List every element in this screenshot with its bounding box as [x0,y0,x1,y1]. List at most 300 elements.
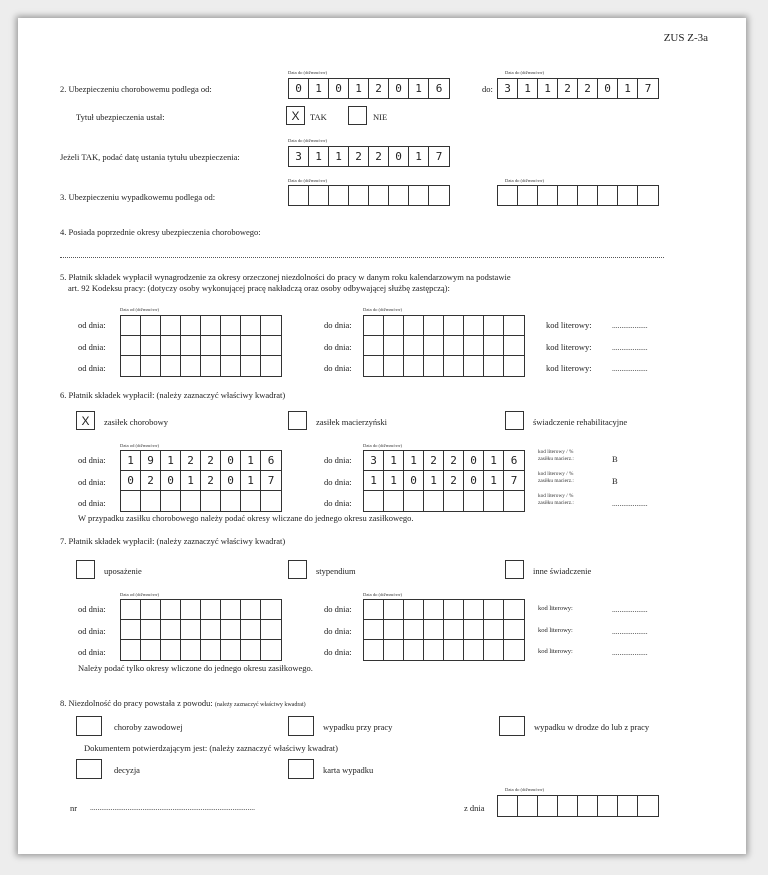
digit[interactable] [444,640,464,660]
kod-dots[interactable]: ................... [612,499,648,508]
s7-od-row [121,620,281,640]
digit[interactable] [484,336,504,355]
digit[interactable]: 0 [389,147,409,166]
digit[interactable] [638,796,658,816]
digit[interactable] [518,796,538,816]
digit[interactable] [384,316,404,335]
digit[interactable] [221,640,241,660]
kod-label: kod literowy / % [538,449,574,455]
digit[interactable]: 1 [241,451,261,470]
digit[interactable] [181,316,201,335]
s5-line1: 5. Płatnik składek wypłacił wynagrodzenie za okresy orzeczonej niezdolności do pracy w danym roku kalendarzowym na podstawie [60,272,511,282]
digit[interactable] [161,336,181,355]
date-caption: Data do (dd/mm/rrrr) [505,787,545,792]
s2-end-date-field[interactable] [288,146,450,167]
digit[interactable]: 1 [364,471,384,490]
digit[interactable] [121,600,141,619]
s7-do-grid[interactable] [363,599,525,661]
digit[interactable] [261,491,281,511]
digit[interactable] [444,620,464,639]
s5-od-row [121,356,281,376]
digit[interactable] [384,491,404,511]
digit[interactable] [241,316,261,335]
digit[interactable]: 1 [518,79,538,98]
s5-od-row [121,316,281,336]
digit[interactable] [364,491,384,511]
digit[interactable]: 0 [289,79,309,98]
digit[interactable] [409,186,429,205]
digit[interactable] [404,600,424,619]
digit[interactable] [504,336,524,355]
digit[interactable] [364,600,384,619]
digit[interactable] [364,620,384,639]
digit[interactable] [429,186,449,205]
od-label: od dnia: [78,604,106,614]
date-caption: Data do (dd/mm/rrrr) [363,307,403,312]
digit[interactable] [444,336,464,355]
do-label: do dnia: [324,477,352,487]
date-caption: Data do (dd/mm/rrrr) [288,178,328,183]
od-label: od dnia: [78,455,106,465]
s2-title-label: Tytuł ubezpieczenia ustał: [76,112,165,122]
kod-dots[interactable]: ................... [612,343,648,352]
digit[interactable] [424,491,444,511]
digit[interactable] [384,600,404,619]
digit[interactable]: 1 [409,147,429,166]
digit[interactable]: 7 [435,150,443,163]
digit[interactable] [121,336,141,355]
kod-value[interactable]: B [612,454,618,464]
digit[interactable] [464,600,484,619]
digit[interactable] [444,600,464,619]
s7-opt2-label: stypendium [316,566,356,576]
digit[interactable] [221,356,241,376]
digit[interactable] [221,316,241,335]
digit[interactable] [349,186,369,205]
digit[interactable] [181,600,201,619]
digit[interactable]: 2 [201,451,221,470]
digit[interactable]: 0 [404,471,424,490]
digit[interactable]: 0 [464,471,484,490]
digit[interactable] [504,600,524,619]
digit[interactable]: 7 [644,82,652,95]
digit[interactable] [424,336,444,355]
z-dnia-date-field[interactable] [497,795,659,817]
s3-label: 3. Ubezpieczeniu wypadkowemu podlega od: [60,192,216,202]
digit[interactable] [201,356,221,376]
kod-label: zasiłku macierz.: [538,478,574,484]
digit[interactable] [464,620,484,639]
digit[interactable] [161,620,181,639]
s8-opt1-label: choroby zawodowej [114,722,183,732]
s6-do-row [364,451,524,471]
digit[interactable] [384,336,404,355]
digit[interactable] [424,316,444,335]
digit[interactable] [141,316,161,335]
digit[interactable]: 0 [329,79,349,98]
digit[interactable]: 1 [241,471,261,490]
s5-do-row [364,316,524,336]
s7-label: 7. Płatnik składek wypłacił: (należy zaznaczyć właściwy kwadrat) [60,536,286,546]
digit[interactable] [141,491,161,511]
digit[interactable] [261,336,281,355]
digit[interactable]: 1 [329,147,349,166]
stypendium-checkbox[interactable] [288,560,307,579]
digit[interactable] [504,620,524,639]
digit[interactable] [201,620,221,639]
s6-od-row [121,471,281,491]
digit[interactable] [618,186,638,205]
digit[interactable] [484,356,504,376]
kod-label: kod literowy / % [538,493,574,499]
z-dnia-label: z dnia [464,803,485,813]
kod-label: kod literowy: [546,342,592,352]
digit[interactable]: 1 [424,471,444,490]
digit[interactable]: 2 [424,451,444,470]
do-label: do dnia: [324,647,352,657]
digit[interactable]: 3 [364,451,384,470]
digit[interactable] [504,356,524,376]
tak-label: TAK [310,112,327,122]
digit[interactable]: 3 [289,147,309,166]
digit[interactable]: 1 [618,79,638,98]
digit[interactable] [261,640,281,660]
digit[interactable] [484,600,504,619]
digit[interactable] [504,491,524,511]
form-code: ZUS Z-3a [663,32,708,44]
digit[interactable] [464,491,484,511]
s6-note: W przypadku zasiłku chorobowego należy podać okresy wliczane do jednego okresu zasiłkowego. [78,513,414,523]
digit[interactable] [289,186,309,205]
digit[interactable] [464,356,484,376]
digit[interactable] [364,640,384,660]
digit[interactable] [369,186,389,205]
od-label: od dnia: [78,320,106,330]
digit[interactable] [578,186,598,205]
digit[interactable]: 2 [444,471,464,490]
digit[interactable] [181,620,201,639]
digit[interactable] [201,640,221,660]
digit[interactable] [261,620,281,639]
digit[interactable] [261,600,281,619]
karta-wypadku-checkbox[interactable] [288,759,314,779]
s6-od-grid[interactable] [120,450,282,512]
digit[interactable]: 2 [181,451,201,470]
wypadku-przy-pracy-checkbox[interactable] [288,716,314,736]
form-sheet [18,18,746,854]
digit[interactable]: 2 [369,79,389,98]
s2-end-label: Jeżeli TAK, podać datę ustania tytułu ubezpieczenia: [60,152,240,162]
digit[interactable] [121,640,141,660]
inne-swiadczenie-checkbox[interactable] [505,560,524,579]
digit[interactable] [181,356,201,376]
kod-dots[interactable]: ................... [612,627,648,636]
s5-do-grid[interactable] [363,315,525,377]
digit[interactable] [364,356,384,376]
digit[interactable] [141,336,161,355]
do-label: do dnia: [324,455,352,465]
digit[interactable] [424,620,444,639]
date-caption: Data do (dd/mm/rrrr) [505,70,545,75]
digit[interactable] [241,356,261,376]
s6-do-row [364,471,524,491]
kod-dots[interactable]: ................... [612,364,648,373]
kod-value[interactable]: B [612,476,618,486]
digit[interactable] [141,356,161,376]
digit[interactable] [201,336,221,355]
s8-doc1-label: decyzja [114,765,140,775]
kod-label: kod literowy: [538,605,573,612]
digit[interactable] [384,356,404,376]
digit[interactable] [121,356,141,376]
digit[interactable]: 2 [558,79,578,98]
s6-opt3-label: świadczenie rehabilitacyjne [533,417,628,427]
s8-opt3-label: wypadku w drodze do lub z pracy [534,722,650,732]
digit[interactable] [201,600,221,619]
digit[interactable] [464,336,484,355]
digit[interactable] [161,491,181,511]
kod-label: kod literowy: [546,320,592,330]
s2-to-label: do: [482,84,493,94]
s3-from-date-field[interactable] [288,185,450,206]
od-label: od dnia: [78,498,106,508]
digit[interactable]: 1 [404,451,424,470]
digit[interactable] [404,620,424,639]
zasilek-chorobowy-checkbox[interactable]: X [76,411,95,430]
digit[interactable]: 1 [484,471,504,490]
do-label: do dnia: [324,342,352,352]
digit[interactable] [161,600,181,619]
nr-label: nr [70,803,78,813]
digit[interactable] [598,186,618,205]
digit[interactable] [618,796,638,816]
digit[interactable]: 0 [464,451,484,470]
nr-dots[interactable]: ........................................................................................ [90,803,255,812]
digit[interactable] [161,356,181,376]
digit[interactable]: 2 [349,147,369,166]
digit[interactable]: 7 [510,474,518,487]
date-caption: Data do (dd/mm/rrrr) [505,178,545,183]
digit[interactable] [444,356,464,376]
s3-to-date-field[interactable] [497,185,659,206]
date-caption-od: Data od (dd/mm/rrrr) [120,592,160,597]
zasilek-macierzynski-checkbox[interactable] [288,411,307,430]
tak-checkbox[interactable]: X [286,106,305,125]
s5-do-row [364,336,524,356]
s2-from-date-field[interactable] [288,78,450,99]
digit[interactable] [538,186,558,205]
digit[interactable] [261,316,281,335]
digit[interactable]: 1 [309,79,329,98]
digit[interactable] [181,491,201,511]
digit[interactable] [221,491,241,511]
od-label: od dnia: [78,477,106,487]
digit[interactable] [201,316,221,335]
s6-od-row [121,491,281,511]
digit[interactable] [241,600,261,619]
digit[interactable]: 1 [181,471,201,490]
digit[interactable]: 1 [409,79,429,98]
s8-label-main: 8. Niezdolność do pracy powstała z powodu: [60,698,213,708]
s6-do-grid[interactable] [363,450,525,512]
digit[interactable]: 1 [121,451,141,470]
digit[interactable]: 1 [484,451,504,470]
nie-label: NIE [373,112,388,122]
digit[interactable] [141,600,161,619]
s2-to-date-field[interactable] [497,78,659,99]
digit[interactable]: 1 [384,471,404,490]
digit[interactable] [538,796,558,816]
s7-note: Należy podać tylko okresy wliczone do jednego okresu zasiłkowego. [78,663,313,673]
digit[interactable] [181,640,201,660]
s7-opt1-label: uposażenie [104,566,142,576]
decyzja-checkbox[interactable] [76,759,102,779]
digit[interactable]: 1 [384,451,404,470]
digit[interactable] [201,491,221,511]
s5-od-grid[interactable] [120,315,282,377]
digit[interactable] [498,796,518,816]
digit[interactable] [121,620,141,639]
digit[interactable] [504,640,524,660]
wypadku-w-drodze-checkbox[interactable] [499,716,525,736]
digit[interactable] [484,620,504,639]
digit[interactable] [384,620,404,639]
digit[interactable]: 0 [389,79,409,98]
digit[interactable] [241,620,261,639]
digit[interactable] [241,491,261,511]
s7-do-row [364,640,524,660]
s6-opt1-label: zasiłek chorobowy [104,417,168,427]
digit[interactable]: 2 [369,147,389,166]
digit[interactable] [241,640,261,660]
date-caption-od: Data od (dd/mm/rrrr) [120,443,160,448]
digit[interactable] [121,491,141,511]
digit[interactable] [484,316,504,335]
od-label: od dnia: [78,363,106,373]
digit[interactable] [404,640,424,660]
s6-do-row [364,491,524,511]
s8-doc2-label: karta wypadku [323,765,374,775]
kod-label: kod literowy / % [538,471,574,477]
digit[interactable] [384,640,404,660]
date-caption: Data do (dd/mm/rrrr) [363,592,403,597]
digit[interactable] [558,186,578,205]
digit[interactable] [464,640,484,660]
digit[interactable] [484,640,504,660]
digit[interactable] [404,316,424,335]
digit[interactable] [161,316,181,335]
digit[interactable] [424,356,444,376]
s7-od-grid[interactable] [120,599,282,661]
digit[interactable] [161,640,181,660]
digit[interactable] [221,600,241,619]
digit[interactable]: 3 [498,79,518,98]
digit[interactable]: 0 [161,471,181,490]
digit[interactable]: 0 [221,451,241,470]
uposazenie-checkbox[interactable] [76,560,95,579]
digit[interactable] [404,491,424,511]
digit[interactable]: 0 [121,471,141,490]
digit[interactable] [498,186,518,205]
digit[interactable] [309,186,329,205]
digit[interactable] [444,491,464,511]
nie-checkbox[interactable] [348,106,367,125]
digit[interactable]: 6 [435,82,443,95]
digit[interactable]: 9 [141,451,161,470]
digit[interactable]: 1 [349,79,369,98]
s8-opt2-label: wypadku przy pracy [323,722,393,732]
digit[interactable] [518,186,538,205]
date-caption: Data do (dd/mm/rrrr) [288,138,328,143]
digit[interactable]: 6 [510,454,518,467]
digit[interactable] [121,316,141,335]
s5-od-row [121,336,281,356]
digit[interactable] [424,640,444,660]
digit[interactable] [141,620,161,639]
digit[interactable] [364,316,384,335]
digit[interactable] [598,796,618,816]
s8-doc-label: Dokumentem potwierdzającym jest: (należy zaznaczyć właściwy kwadrat) [84,743,338,753]
digit[interactable] [364,336,384,355]
s7-do-row [364,620,524,640]
digit[interactable] [181,336,201,355]
s5-do-row [364,356,524,376]
digit[interactable] [404,336,424,355]
digit[interactable] [221,336,241,355]
digit[interactable] [444,316,464,335]
digit[interactable] [464,316,484,335]
digit[interactable]: 2 [578,79,598,98]
digit[interactable] [558,796,578,816]
digit[interactable] [261,356,281,376]
s8-label [60,698,306,708]
digit[interactable] [141,640,161,660]
digit[interactable]: 7 [267,474,275,487]
digit[interactable] [329,186,349,205]
kod-dots[interactable]: ................... [612,605,648,614]
choroby-zawodowej-checkbox[interactable] [76,716,102,736]
swiadczenie-rehab-checkbox[interactable] [505,411,524,430]
kod-dots[interactable]: ................... [612,648,648,657]
digit[interactable]: 2 [444,451,464,470]
digit[interactable] [404,356,424,376]
kod-dots[interactable]: ................... [612,321,648,330]
digit[interactable]: 1 [309,147,329,166]
s8-label-small: (należy zaznaczyć właściwy kwadrat) [214,702,306,708]
digit[interactable]: 0 [221,471,241,490]
digit[interactable] [484,491,504,511]
s2-label: 2. Ubezpieczeniu chorobowemu podlega od: [60,84,212,94]
digit[interactable] [638,186,658,205]
digit[interactable] [504,316,524,335]
digit[interactable]: 1 [161,451,181,470]
digit[interactable]: 6 [267,454,275,467]
digit[interactable] [241,336,261,355]
digit[interactable]: 1 [538,79,558,98]
do-label: do dnia: [324,604,352,614]
digit[interactable]: 2 [141,471,161,490]
digit[interactable]: 0 [598,79,618,98]
do-label: do dnia: [324,498,352,508]
digit[interactable]: 2 [201,471,221,490]
s7-opt3-label: inne świadczenie [533,566,592,576]
s4-answer-line[interactable] [60,257,664,258]
digit[interactable] [578,796,598,816]
digit[interactable] [389,186,409,205]
digit[interactable] [424,600,444,619]
kod-label: zasiłku macierz.: [538,456,574,462]
digit[interactable] [221,620,241,639]
